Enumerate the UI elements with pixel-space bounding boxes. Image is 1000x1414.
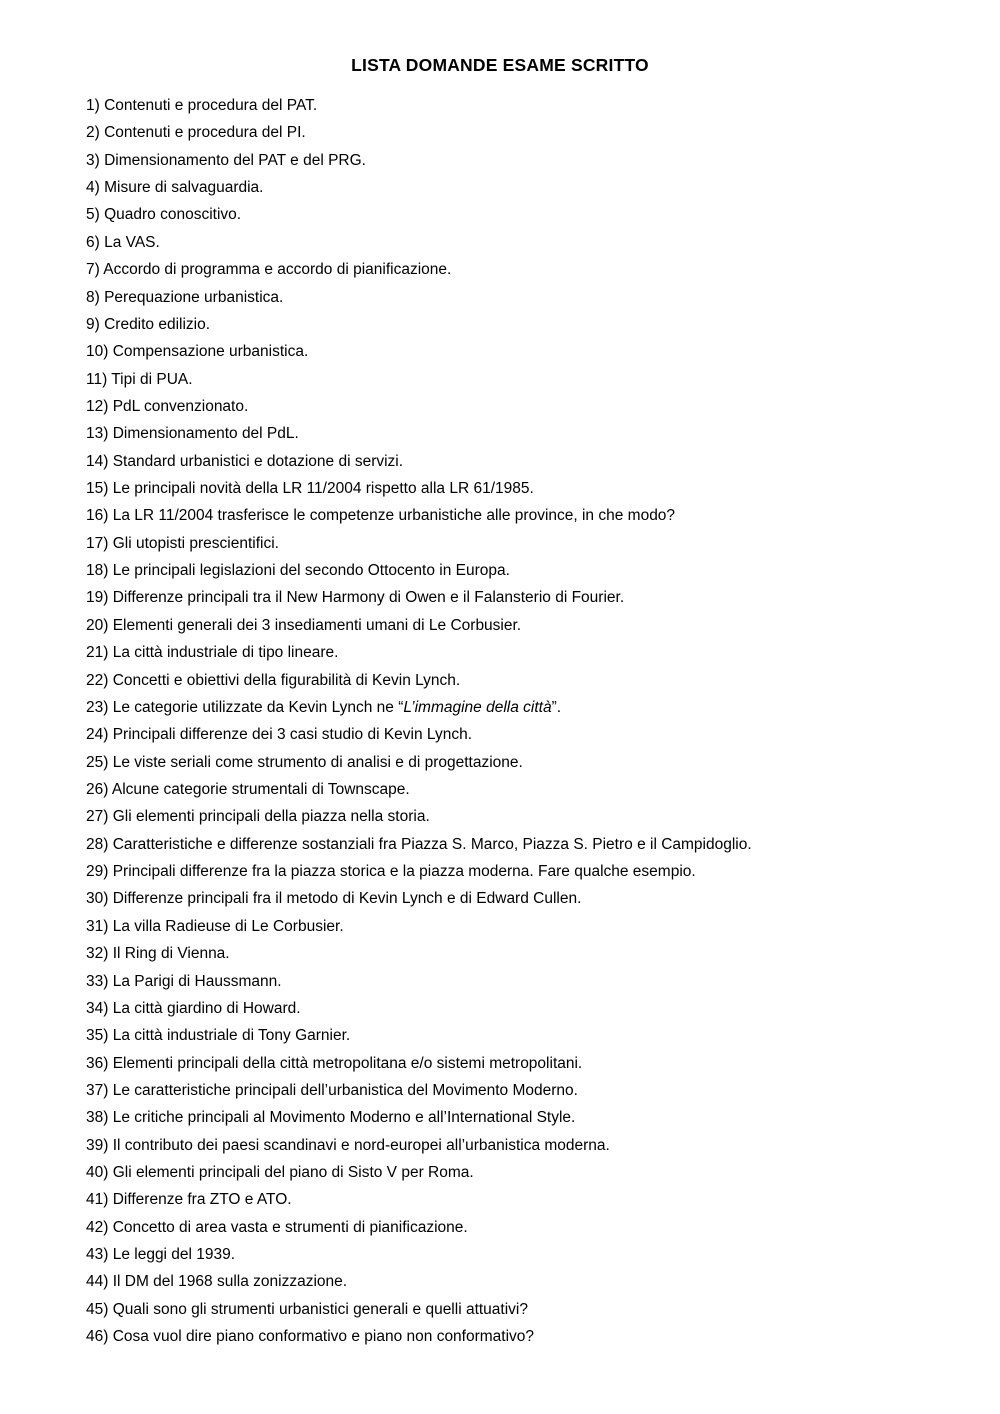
question-text: 29) Principali differenze fra la piazza storica e la piazza moderna. Fare qualche esempio.: [86, 863, 696, 881]
list-item: [86, 204, 966, 231]
list-item: [86, 1217, 966, 1244]
question-text: 1) Contenuti e procedura del PAT.: [86, 97, 318, 114]
question-text: 3) Dimensionamento del PAT e del PRG.: [86, 151, 366, 169]
list-item: [86, 779, 966, 806]
question-text: 24) Principali differenze dei 3 casi studio di Kevin Lynch.: [86, 726, 472, 744]
list-item: [86, 1271, 966, 1298]
question-text: 46) Cosa vuol dire piano conformativo e piano non conformativo?: [86, 1328, 535, 1346]
question-text: 28) Caratteristiche e differenze sostanziali fra Piazza S. Marco, Piazza S. Pietro e il Campidoglio.: [86, 835, 752, 853]
question-text: 27) Gli elementi principali della piazza nella storia.: [86, 808, 430, 826]
list-item: [86, 150, 966, 177]
list-item: [86, 478, 966, 505]
list-item: [86, 505, 966, 532]
question-text: 8) Perequazione urbanistica.: [86, 288, 284, 306]
question-text: 11) Tipi di PUA.: [86, 370, 193, 388]
list-item: [86, 314, 966, 341]
list-item: [86, 1025, 966, 1052]
list-item: [86, 341, 966, 368]
question-text: 14) Standard urbanistici e dotazione di servizi.: [86, 452, 404, 470]
question-text: 34) La città giardino di Howard.: [86, 999, 301, 1017]
list-item: [86, 259, 966, 286]
question-text: 44) Il DM del 1968 sulla zonizzazione.: [86, 1273, 348, 1291]
question-text: 39) Il contributo dei paesi scandinavi e nord-europei all’urbanistica moderna.: [86, 1136, 610, 1154]
list-item: [86, 943, 966, 970]
list-item: [86, 724, 966, 751]
list-item: [86, 806, 966, 833]
question-text: 2) Contenuti e procedura del PI.: [86, 124, 306, 142]
list-item: [86, 423, 966, 450]
list-item: [86, 697, 966, 724]
list-item: [86, 177, 966, 204]
list-item: [86, 1244, 966, 1271]
list-item: [86, 861, 966, 888]
question-text: 18) Le principali legislazioni del secondo Ottocento in Europa.: [86, 562, 510, 580]
list-item: [86, 1053, 966, 1080]
question-list: [86, 95, 966, 1354]
question-text: 6) La VAS.: [86, 233, 160, 251]
question-text: 22) Concetti e obiettivi della figurabilità di Kevin Lynch.: [86, 671, 461, 689]
question-text: 7) Accordo di programma e accordo di pianificazione.: [86, 261, 452, 279]
list-item: [86, 752, 966, 779]
question-text-after: ”.: [551, 698, 562, 716]
question-text: 16) La LR 11/2004 trasferisce le competenze urbanistiche alle province, in che modo?: [86, 507, 676, 525]
question-text: 21) La città industriale di tipo lineare.: [86, 644, 339, 662]
question-text: 15) Le principali novità della LR 11/2004 rispetto alla LR 61/1985.: [86, 480, 534, 498]
list-item: [86, 916, 966, 943]
list-item: [86, 1299, 966, 1326]
list-item: [86, 1162, 966, 1189]
list-item: [86, 998, 966, 1025]
question-text: 41) Differenze fra ZTO e ATO.: [86, 1191, 292, 1209]
list-item: [86, 232, 966, 259]
list-item: [86, 95, 966, 122]
question-text: 5) Quadro conoscitivo.: [86, 206, 242, 224]
question-text: 30) Differenze principali fra il metodo di Kevin Lynch e di Edward Cullen.: [86, 890, 582, 908]
question-italic-title: L’immagine della città: [403, 698, 552, 716]
question-text: 20) Elementi generali dei 3 insediamenti umani di Le Corbusier.: [86, 616, 522, 634]
list-item: [86, 834, 966, 861]
list-item: [86, 1189, 966, 1216]
question-text: 37) Le caratteristiche principali dell’urbanistica del Movimento Moderno.: [86, 1081, 578, 1099]
question-text: 31) La villa Radieuse di Le Corbusier.: [86, 917, 344, 935]
question-text: 23) Le categorie utilizzate da Kevin Lynch ne “: [86, 698, 404, 716]
list-item: [86, 533, 966, 560]
list-item: [86, 122, 966, 149]
question-text: 12) PdL convenzionato.: [86, 397, 249, 415]
list-item: [86, 587, 966, 614]
question-text: 13) Dimensionamento del PdL.: [86, 425, 299, 443]
list-item: [86, 642, 966, 669]
question-text: 45) Quali sono gli strumenti urbanistici generali e quelli attuativi?: [86, 1300, 528, 1318]
list-item: [86, 888, 966, 915]
question-text: 25) Le viste seriali come strumento di analisi e di progettazione.: [86, 753, 523, 771]
question-text: 4) Misure di salvaguardia.: [86, 179, 264, 197]
list-item: [86, 396, 966, 423]
question-text: 42) Concetto di area vasta e strumenti di pianificazione.: [86, 1218, 468, 1236]
list-item: [86, 670, 966, 697]
question-text: 26) Alcune categorie strumentali di Townscape.: [86, 780, 410, 798]
question-text: 17) Gli utopisti prescientifici.: [86, 534, 279, 552]
list-item: [86, 1107, 966, 1134]
list-item: [86, 451, 966, 478]
question-text: 40) Gli elementi principali del piano di Sisto V per Roma.: [86, 1164, 474, 1182]
list-item: [86, 971, 966, 998]
list-item: [86, 560, 966, 587]
list-item: [86, 287, 966, 314]
question-text: 19) Differenze principali tra il New Harmony di Owen e il Falansterio di Fourier.: [86, 589, 625, 607]
question-text: 35) La città industriale di Tony Garnier.: [86, 1027, 351, 1045]
question-text: 43) Le leggi del 1939.: [86, 1246, 236, 1264]
question-text: 10) Compensazione urbanistica.: [86, 343, 309, 361]
question-text: 36) Elementi principali della città metropolitana e/o sistemi metropolitani.: [86, 1054, 583, 1072]
list-item: [86, 1326, 966, 1353]
question-text: 33) La Parigi di Haussmann.: [86, 972, 282, 990]
list-item: [86, 369, 966, 396]
list-item: [86, 615, 966, 642]
question-text: 38) Le critiche principali al Movimento Moderno e all’International Style.: [86, 1109, 576, 1127]
list-item: [86, 1080, 966, 1107]
question-text: 32) Il Ring di Vienna.: [86, 945, 230, 963]
list-item: [86, 1135, 966, 1162]
page-title: LISTA DOMANDE ESAME SCRITTO: [351, 55, 649, 75]
question-text: 9) Credito edilizio.: [86, 315, 211, 333]
